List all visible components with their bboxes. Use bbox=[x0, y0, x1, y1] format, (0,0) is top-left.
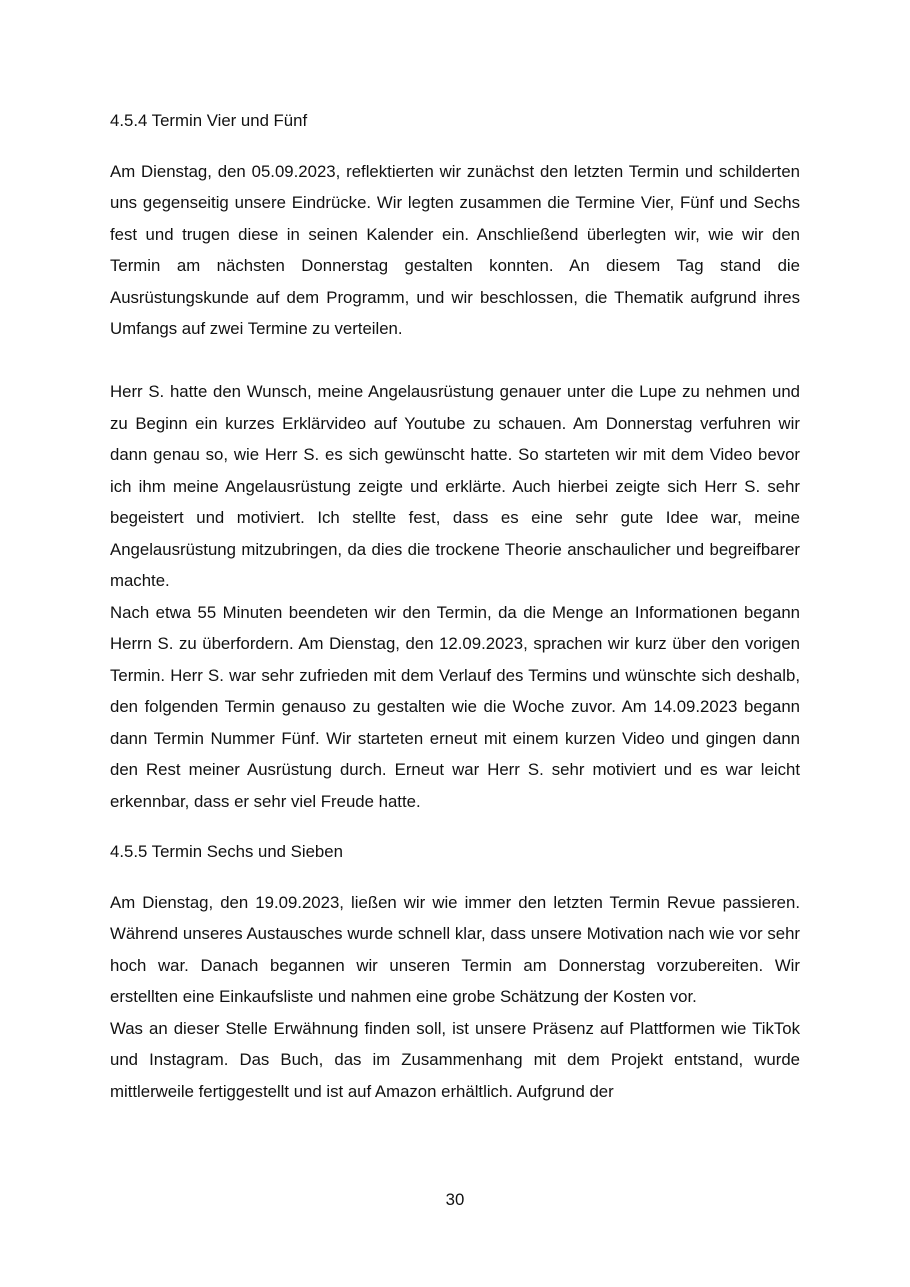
paragraph: Nach etwa 55 Minuten beendeten wir den Termin, da die Menge an Informationen begann Herrn S. zu überfordern. Am Dienstag, den 12.09.2023, sprachen wir kurz über den vorigen Termin. Herr S. war sehr zufrieden mit dem Verlauf des Termins und wünschte sich deshalb, den folgenden Termin genauso zu gestalten wie die Woche zuvor. Am 14.09.2023 begann dann Termin Nummer Fünf. Wir starteten erneut mit einem kurzen Video und gingen dann den Rest meiner Ausrüstung durch. Erneut war Herr S. sehr motiviert und es war leicht erkennbar, dass er sehr viel Freude hatte. bbox=[110, 602, 800, 811]
section-heading-4-5-5: 4.5.5 Termin Sechs und Sieben bbox=[110, 842, 343, 861]
paragraph: Herr S. hatte den Wunsch, meine Angelausrüstung genauer unter die Lupe zu nehmen und zu Beginn ein kurzes Erklärvideo auf Youtube zu schauen. Am Donnerstag verfuhren wir dann genau so, wie Herr S. es sich gewünscht hatte. So starteten wir mit dem Video bevor ich ihm meine Angelausrüstung zeigte und erklärte. Auch hierbei zeigte sich Herr S. sehr begeistert und motiviert. Ich stellte fest, dass es eine sehr gute Idee war, meine Angelausrüstung mitzubringen, da dies die trockene Theorie anschaulicher und begreifbarer machte. bbox=[110, 382, 800, 590]
paragraph: Am Dienstag, den 05.09.2023, reflektierten wir zunächst den letzten Termin und schilderten uns gegenseitig unsere Eindrücke. Wir legten zusammen die Termine Vier, Fünf und Sechs fest und trugen diese in seinen Kalender ein. Anschließend überlegten wir, wie wir den Termin am nächsten Donnerstag gestalten konnten. An diesem Tag stand die Ausrüstungskunde auf dem Programm, und wir beschlossen, die Thematik aufgrund ihres Umfangs auf zwei Termine zu verteilen. bbox=[110, 161, 800, 338]
page-number: 30 bbox=[445, 1190, 465, 1209]
section-heading-4-5-4: 4.5.4 Termin Vier und Fünf bbox=[110, 111, 308, 130]
page-content bbox=[110, 105, 800, 1107]
paragraph: Am Dienstag, den 19.09.2023, ließen wir wie immer den letzten Termin Revue passieren. Während unseres Austausches wurde schnell klar, dass unsere Motivation nach wie vor sehr hoch war. Danach begannen wir unseren Termin am Donnerstag vorzubereiten. Wir erstellten eine Einkaufsliste und nahmen eine grobe Schätzung der Kosten vor. bbox=[110, 892, 800, 1006]
paragraph: Was an dieser Stelle Erwähnung finden soll, ist unsere Präsenz auf Plattformen wie TikTok und Instagram. Das Buch, das im Zusammenhang mit dem Projekt entstand, wurde mittlerweile fertiggestellt und ist auf Amazon erhältlich. Aufgrund der bbox=[110, 1018, 800, 1101]
